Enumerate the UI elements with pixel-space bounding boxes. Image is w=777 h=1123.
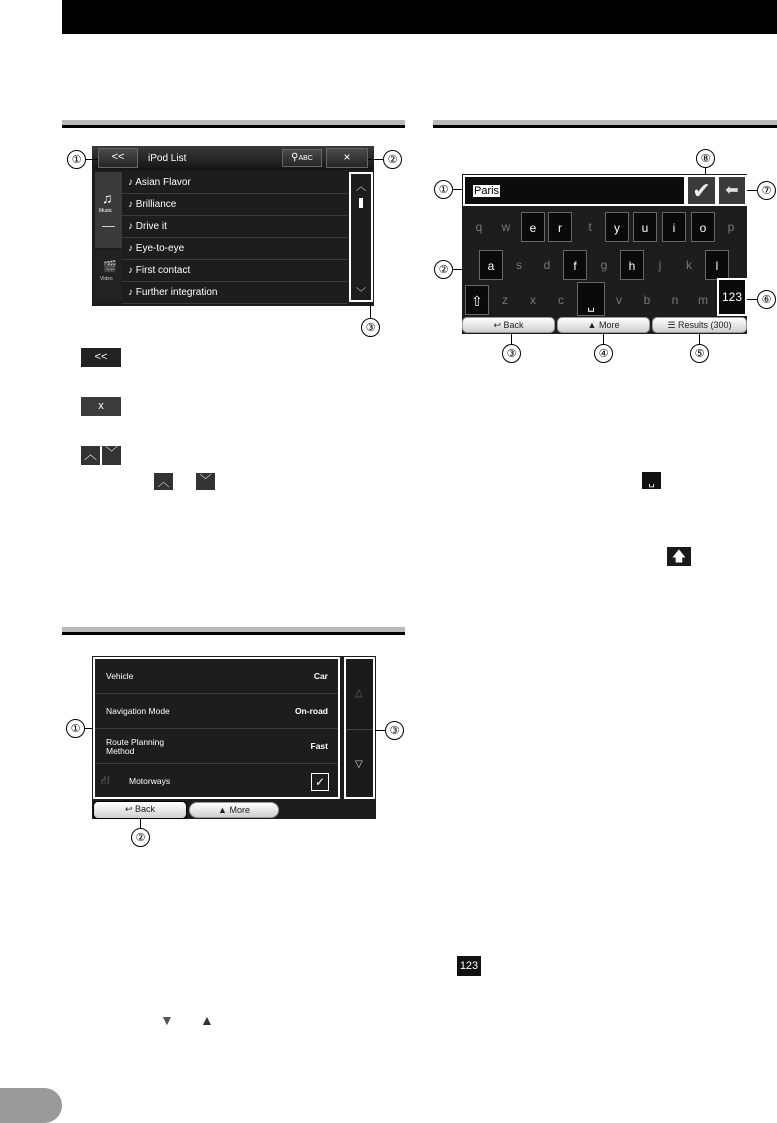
settings-more-button[interactable] [189, 802, 279, 818]
numbers-key[interactable]: 123 [717, 278, 747, 316]
key-u[interactable]: u [633, 212, 657, 242]
settings-scrollbar[interactable] [344, 657, 375, 799]
ipod-back-button[interactable]: << [98, 148, 138, 168]
callout-6: ⑥ [757, 290, 776, 309]
scroll-divider [346, 729, 373, 730]
key-d[interactable]: d [543, 258, 551, 272]
checkmark-icon: ✔ [692, 178, 711, 203]
callout-2: ② [131, 828, 150, 847]
settings-label: Route Planning Method [106, 737, 165, 756]
ipod-list-title: iPod List [148, 153, 187, 164]
key-p[interactable]: p [727, 220, 735, 234]
space-key-icon-sample: ␣ [642, 472, 661, 489]
tab-music-label: Music [99, 208, 113, 214]
callout-leader [699, 333, 700, 344]
down-triangle-icon: ▼ [160, 1012, 174, 1028]
space-key[interactable]: ␣ [577, 282, 605, 316]
settings-label: Vehicle [106, 671, 134, 681]
callout-leader [85, 728, 93, 729]
return-arrow-icon: ↩ [124, 804, 133, 814]
up-triangle-icon: ▲ [200, 1012, 214, 1028]
key-t[interactable]: t [588, 220, 592, 234]
input-cursor-text: Paris [474, 185, 500, 197]
settings-value: Car [313, 671, 328, 681]
tab-video-label: Video [100, 276, 113, 282]
ipod-close-button[interactable]: × [326, 148, 368, 168]
shift-arrow-icon: ⇧ [471, 293, 483, 309]
results-label: Results (300) [678, 320, 732, 330]
numbers-key-icon-sample: 123 [457, 956, 481, 976]
scroll-up-icon[interactable]: △ [355, 688, 363, 699]
back-label: Back [503, 320, 524, 330]
callout-3: ③ [502, 344, 521, 363]
callout-leader [368, 159, 383, 160]
callout-2: ② [383, 150, 402, 169]
key-f[interactable]: f [563, 250, 587, 280]
callout-4: ④ [594, 344, 613, 363]
callout-3: ③ [361, 318, 380, 337]
callout-leader [747, 299, 757, 300]
more-label: More [598, 320, 620, 330]
settings-row-vehicle[interactable] [95, 659, 338, 694]
back-button-icon-sample: << [81, 348, 121, 367]
key-x[interactable]: x [530, 293, 536, 307]
callout-leader [453, 189, 463, 190]
chevron-up-icon: ▲ [587, 320, 597, 330]
results-button[interactable] [652, 317, 747, 333]
key-n[interactable]: n [671, 293, 679, 307]
callout-3: ③ [385, 721, 404, 740]
ipod-scrollbar[interactable] [349, 172, 373, 302]
key-y[interactable]: y [605, 212, 629, 242]
video-clapper-icon: 🎬 [103, 261, 117, 273]
callout-1: ① [67, 150, 86, 169]
song-item[interactable]: ♪ Brilliance [122, 194, 348, 216]
scroll-thumb[interactable] [359, 198, 363, 208]
settings-row-motorways[interactable] [95, 764, 338, 799]
callout-leader [747, 190, 757, 191]
list-icon: ☰ [667, 320, 676, 330]
tab-divider [102, 226, 115, 227]
song-item[interactable]: ♪ Asian Flavor [122, 172, 348, 194]
motorways-checkbox[interactable]: ✓ [311, 773, 329, 791]
key-c[interactable]: c [558, 293, 564, 307]
tab-music[interactable] [95, 172, 122, 248]
music-icon: ♫ [102, 190, 113, 206]
callout-leader [140, 819, 141, 828]
settings-value: On-road [294, 706, 328, 716]
callout-leader [370, 302, 371, 318]
more-label: More [229, 805, 250, 815]
section-rule-keyboard-black [433, 125, 777, 128]
shift-key[interactable] [465, 285, 489, 315]
key-e[interactable]: e [521, 212, 545, 242]
back-button[interactable] [462, 317, 555, 333]
callout-leader [511, 333, 512, 344]
key-l[interactable]: l [705, 250, 729, 280]
scroll-up-icon: ︿ [81, 446, 100, 465]
settings-back-button[interactable] [93, 801, 187, 819]
scroll-up-icon: ︿ [154, 473, 173, 490]
back-label: Back [135, 804, 156, 814]
section-rule-ipod-black [62, 125, 405, 128]
close-button-icon-sample: x [81, 397, 121, 416]
settings-row-navigation-mode[interactable] [95, 694, 338, 729]
more-button[interactable] [557, 317, 650, 333]
key-z[interactable]: z [502, 293, 508, 307]
key-h[interactable]: h [620, 250, 644, 280]
callout-leader [705, 167, 706, 175]
settings-label: Navigation Mode [106, 706, 170, 716]
callout-leader [603, 333, 604, 344]
search-label: ABC [298, 155, 313, 162]
key-s[interactable]: s [516, 258, 522, 272]
key-r[interactable]: r [548, 212, 572, 242]
key-q[interactable]: q [475, 220, 483, 234]
chevron-up-icon: ▲ [218, 805, 227, 815]
callout-8: ⑧ [696, 149, 715, 168]
settings-value: Fast [310, 741, 328, 751]
scroll-down-icon[interactable]: ﹀ [356, 288, 366, 299]
callout-1: ① [66, 719, 85, 738]
header-bar [62, 0, 777, 34]
confirm-check-button[interactable] [686, 175, 717, 206]
key-j[interactable]: j [658, 258, 662, 272]
key-i[interactable]: i [662, 212, 686, 242]
section-rule-settings-black [62, 632, 405, 635]
callout-leader [375, 730, 385, 731]
tab-video[interactable] [95, 250, 122, 300]
key-a[interactable]: a [479, 250, 503, 280]
scroll-up-icon[interactable]: ︿ [356, 182, 366, 193]
backspace-arrow-icon: ⬅ [725, 182, 739, 199]
scroll-down-icon[interactable]: ▽ [355, 759, 363, 770]
ipod-search-button[interactable] [282, 149, 322, 167]
callout-5: ⑤ [690, 344, 709, 363]
motorway-icon: ⛙ [101, 773, 110, 787]
page-number-tab [0, 1088, 62, 1123]
callout-leader [453, 269, 463, 270]
settings-row-route-planning[interactable] [95, 729, 338, 764]
search-icon: ⚲ [291, 152, 299, 163]
key-g[interactable]: g [600, 258, 608, 272]
settings-label: Motorways [129, 776, 171, 786]
backspace-button[interactable] [717, 175, 747, 206]
key-k[interactable]: k [686, 258, 692, 272]
callout-1: ① [434, 180, 453, 199]
key-o[interactable]: o [691, 212, 715, 242]
key-v[interactable]: v [616, 293, 622, 307]
shift-up-arrow-icon: 🡅 [667, 547, 691, 566]
callout-leader [86, 159, 98, 160]
song-item[interactable]: ♪ Further integration [122, 282, 348, 304]
key-b[interactable]: b [643, 293, 651, 307]
callout-7: ⑦ [757, 181, 776, 200]
callout-2: ② [434, 260, 453, 279]
song-item[interactable]: ♪ First contact [122, 260, 348, 282]
scroll-down-icon: ﹀ [196, 473, 215, 490]
key-m[interactable]: m [698, 293, 708, 307]
song-item[interactable]: ♪ Eye-to-eye [122, 238, 348, 260]
song-item[interactable]: ♪ Drive it [122, 216, 348, 238]
scroll-down-icon: ﹀ [102, 446, 121, 465]
return-arrow-icon: ↩ [493, 320, 501, 330]
key-w[interactable]: w [501, 220, 511, 234]
search-input[interactable] [463, 175, 686, 206]
